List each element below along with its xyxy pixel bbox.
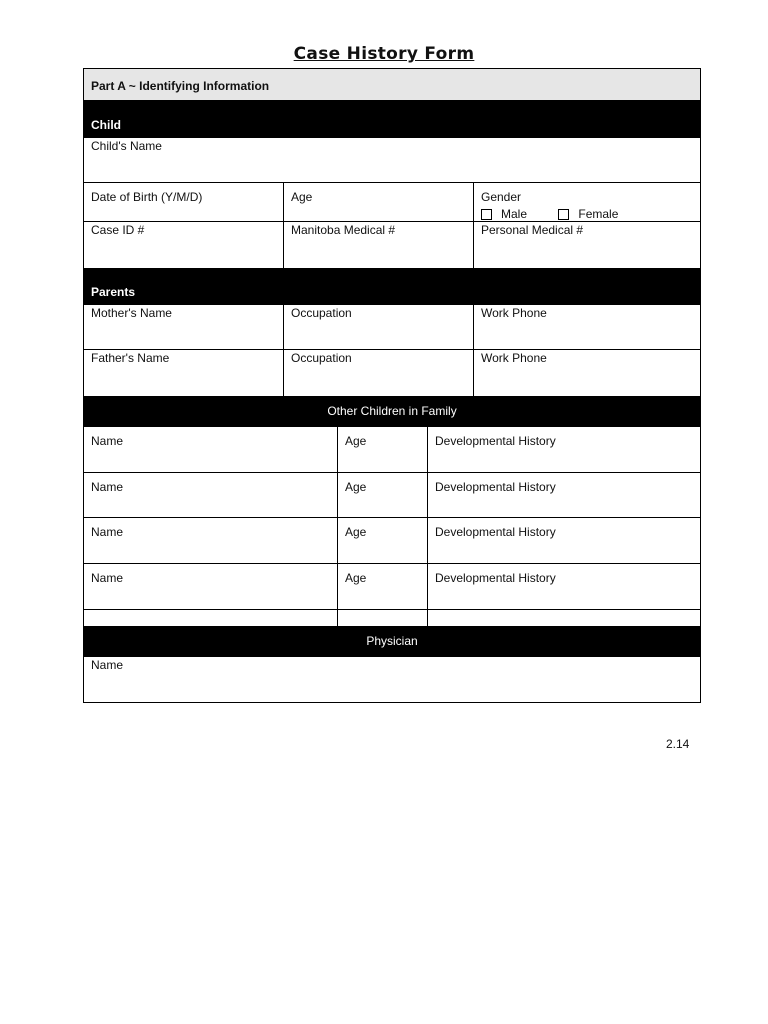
dob-field[interactable]	[84, 183, 283, 221]
other-child-name-label: Name	[91, 525, 124, 539]
father-name-label: Father's Name	[91, 351, 170, 365]
other-child-age-label: Age	[345, 480, 367, 494]
other-child-age-field[interactable]	[337, 518, 427, 563]
other-child-age-field[interactable]	[337, 564, 427, 609]
physician-name-field[interactable]	[84, 657, 700, 702]
manitoba-medical-label: Manitoba Medical #	[291, 223, 396, 237]
father-name-field[interactable]	[84, 350, 283, 396]
gender-label: Gender	[481, 190, 522, 204]
father-row	[84, 350, 700, 396]
other-child-age-label: Age	[345, 434, 367, 448]
gender-field	[473, 183, 700, 221]
personal-medical-field[interactable]	[473, 222, 700, 268]
other-child-name-field[interactable]	[84, 564, 337, 609]
child-name-field[interactable]	[84, 138, 700, 182]
blank-name-cell	[84, 610, 337, 626]
age-field[interactable]	[283, 183, 473, 221]
physician-header	[84, 626, 700, 657]
other-child-history-label: Developmental History	[435, 525, 556, 539]
child-name-row	[84, 138, 700, 183]
male-label: Male	[501, 207, 528, 221]
child-section-header	[84, 101, 700, 138]
other-child-row-2	[84, 473, 700, 518]
other-child-row-3	[84, 518, 700, 564]
mother-row	[84, 305, 700, 350]
other-child-history-field[interactable]	[427, 473, 700, 517]
other-child-history-field[interactable]	[427, 564, 700, 609]
blank-age-cell	[337, 610, 427, 626]
mother-work-phone-label: Work Phone	[481, 306, 547, 320]
personal-medical-label: Personal Medical #	[481, 223, 584, 237]
other-child-name-field[interactable]	[84, 518, 337, 563]
other-child-row-4	[84, 564, 700, 610]
gender-option-male[interactable]	[481, 207, 527, 221]
case-history-form	[83, 68, 701, 703]
gender-option-female[interactable]	[558, 207, 618, 221]
part-a-header	[84, 69, 700, 101]
other-child-history-label: Developmental History	[435, 480, 556, 494]
mother-occupation-label: Occupation	[291, 306, 352, 320]
other-child-history-field[interactable]	[427, 518, 700, 563]
dob-label: Date of Birth (Y/M/D)	[91, 190, 203, 204]
other-child-age-label: Age	[345, 525, 367, 539]
other-child-row-1	[84, 427, 700, 473]
age-label: Age	[291, 190, 313, 204]
female-label: Female	[578, 207, 619, 221]
page-number: 2.14	[666, 737, 690, 751]
mother-occupation-field[interactable]	[283, 305, 473, 349]
other-child-blank-row	[84, 610, 700, 626]
form-title: Case History Form	[293, 44, 475, 64]
mother-name-field[interactable]	[84, 305, 283, 349]
mother-name-label: Mother's Name	[91, 306, 172, 320]
mother-work-phone-field[interactable]	[473, 305, 700, 349]
manitoba-medical-field[interactable]	[283, 222, 473, 268]
gender-options	[481, 207, 646, 221]
child-heading: Child	[91, 118, 121, 132]
other-child-name-label: Name	[91, 480, 124, 494]
father-occupation-field[interactable]	[283, 350, 473, 396]
father-work-phone-label: Work Phone	[481, 351, 547, 365]
physician-heading: Physician	[366, 634, 418, 648]
case-id-label: Case ID #	[91, 223, 145, 237]
physician-row	[84, 657, 700, 702]
other-child-name-label: Name	[91, 571, 124, 585]
child-dob-row	[84, 183, 700, 222]
other-child-name-field[interactable]	[84, 427, 337, 472]
child-ids-row	[84, 222, 700, 268]
other-children-heading: Other Children in Family	[327, 404, 457, 418]
other-child-history-field[interactable]	[427, 427, 700, 472]
male-checkbox[interactable]	[481, 209, 492, 220]
other-child-name-field[interactable]	[84, 473, 337, 517]
other-child-history-label: Developmental History	[435, 571, 556, 585]
other-child-age-field[interactable]	[337, 427, 427, 472]
child-name-label: Child's Name	[91, 139, 162, 153]
parents-section-header	[84, 268, 700, 305]
other-child-name-label: Name	[91, 434, 124, 448]
case-id-field[interactable]	[84, 222, 283, 268]
part-a-label: Part A ~ Identifying Information	[91, 79, 270, 93]
blank-history-cell	[427, 610, 700, 626]
father-work-phone-field[interactable]	[473, 350, 700, 396]
other-child-history-label: Developmental History	[435, 434, 556, 448]
physician-name-label: Name	[91, 658, 124, 672]
father-occupation-label: Occupation	[291, 351, 352, 365]
other-child-age-label: Age	[345, 571, 367, 585]
parents-heading: Parents	[91, 285, 136, 299]
other-child-age-field[interactable]	[337, 473, 427, 517]
female-checkbox[interactable]	[558, 209, 569, 220]
other-children-header	[84, 396, 700, 427]
